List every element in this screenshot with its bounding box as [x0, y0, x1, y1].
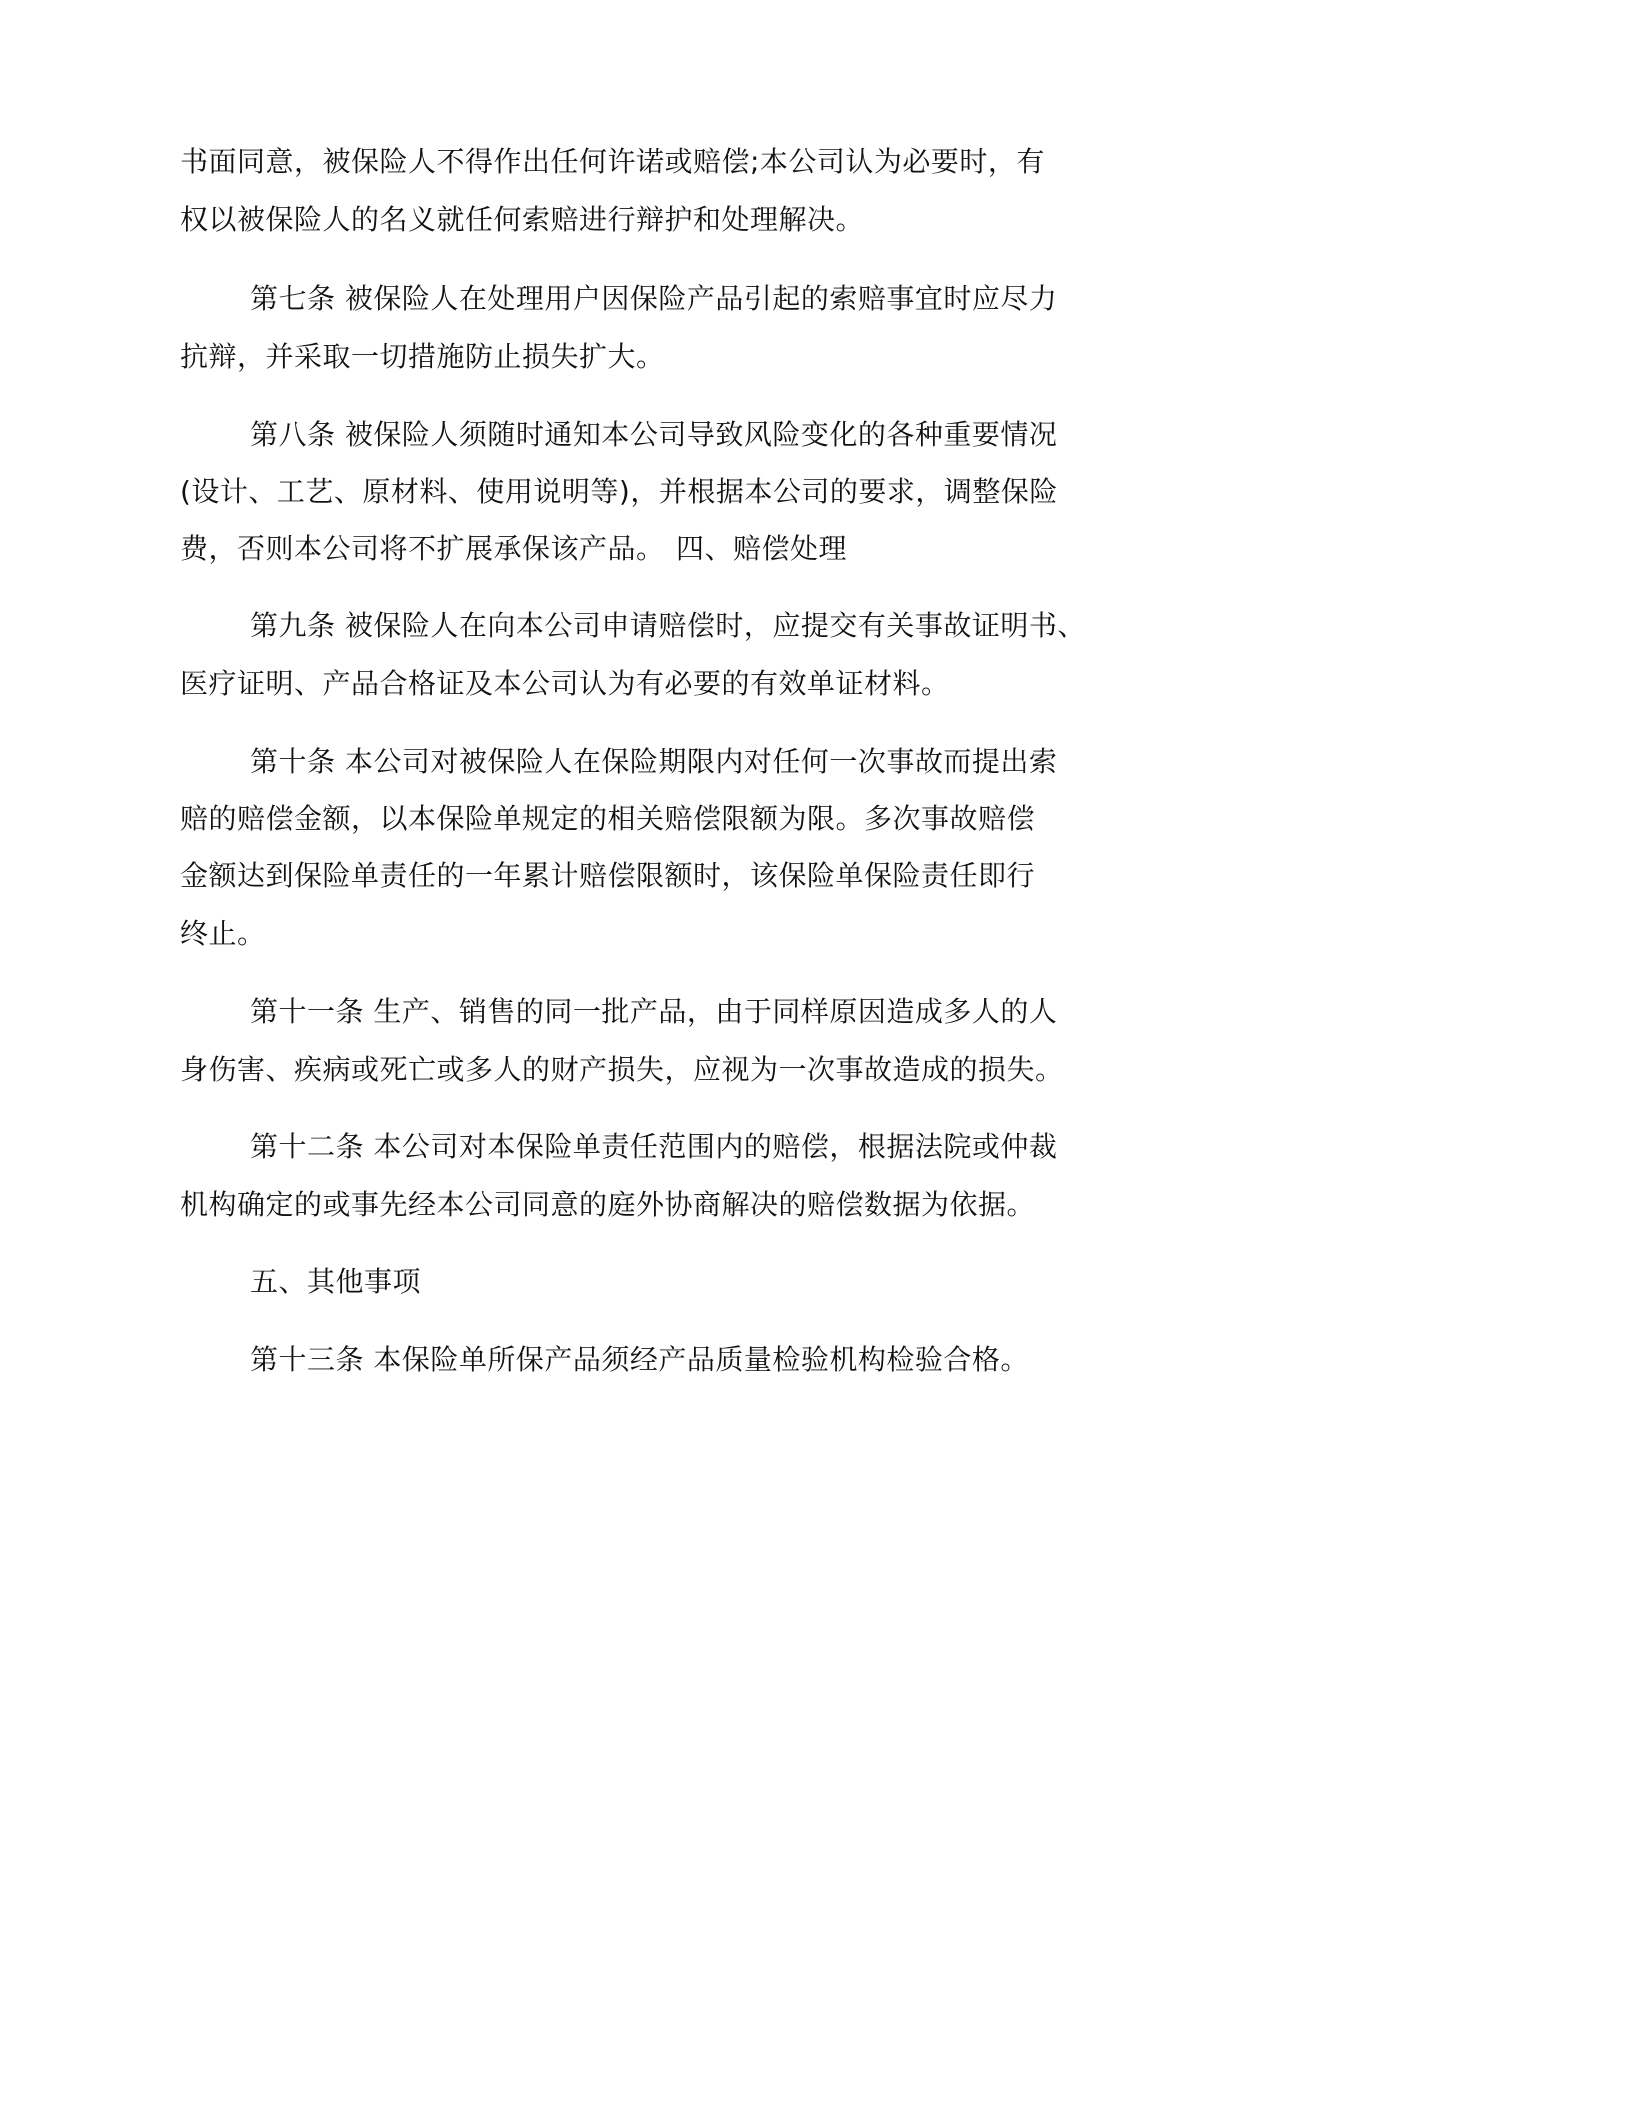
section-heading: 五、其他事项: [250, 1265, 422, 1298]
text-line: 费，否则本公司将不扩展承保该产品。: [180, 532, 665, 565]
text-line: 赔的赔偿金额，以本保险单规定的相关赔偿限额为限。多次事故赔偿: [180, 802, 1036, 835]
clause-7-line: 第七条 被保险人在处理用户因保险产品引起的索赔事宜时应尽力: [250, 282, 1058, 315]
clause-10-line: 第十条 本公司对被保险人在保险期限内对任何一次事故而提出索: [250, 745, 1058, 778]
text-line: 终止。: [180, 917, 266, 950]
clause-12-line: 第十二条 本公司对本保险单责任范围内的赔偿，根据法院或仲裁: [250, 1130, 1058, 1163]
text-line: 权以被保险人的名义就任何索赔进行辩护和处理解决。: [180, 203, 865, 236]
text-line: (设计、工艺、原材料、使用说明等)，并根据本公司的要求，调整保险: [180, 475, 1058, 508]
clause-11-line: 第十一条 生产、销售的同一批产品，由于同样原因造成多人的人: [250, 995, 1058, 1028]
text-line: 身伤害、疾病或死亡或多人的财产损失，应视为一次事故造成的损失。: [180, 1053, 1064, 1086]
clause-9-line: 第九条 被保险人在向本公司申请赔偿时，应提交有关事故证明书、: [250, 609, 1086, 642]
text-line: 金额达到保险单责任的一年累计赔偿限额时，该保险单保险责任即行: [180, 859, 1036, 892]
text-line: 机构确定的或事先经本公司同意的庭外协商解决的赔偿数据为依据。: [180, 1188, 1036, 1221]
text-line: 书面同意，被保险人不得作出任何许诺或赔偿;本公司认为必要时，有: [180, 145, 1045, 178]
text-line: 医疗证明、产品合格证及本公司认为有必要的有效单证材料。: [180, 667, 950, 700]
clause-13-line: 第十三条 本保险单所保产品须经产品质量检验机构检验合格。: [250, 1343, 1029, 1376]
text-line: 抗辩，并采取一切措施防止损失扩大。: [180, 340, 665, 373]
section-heading: 四、赔偿处理: [676, 532, 848, 565]
clause-8-line: 第八条 被保险人须随时通知本公司导致风险变化的各种重要情况: [250, 418, 1058, 451]
